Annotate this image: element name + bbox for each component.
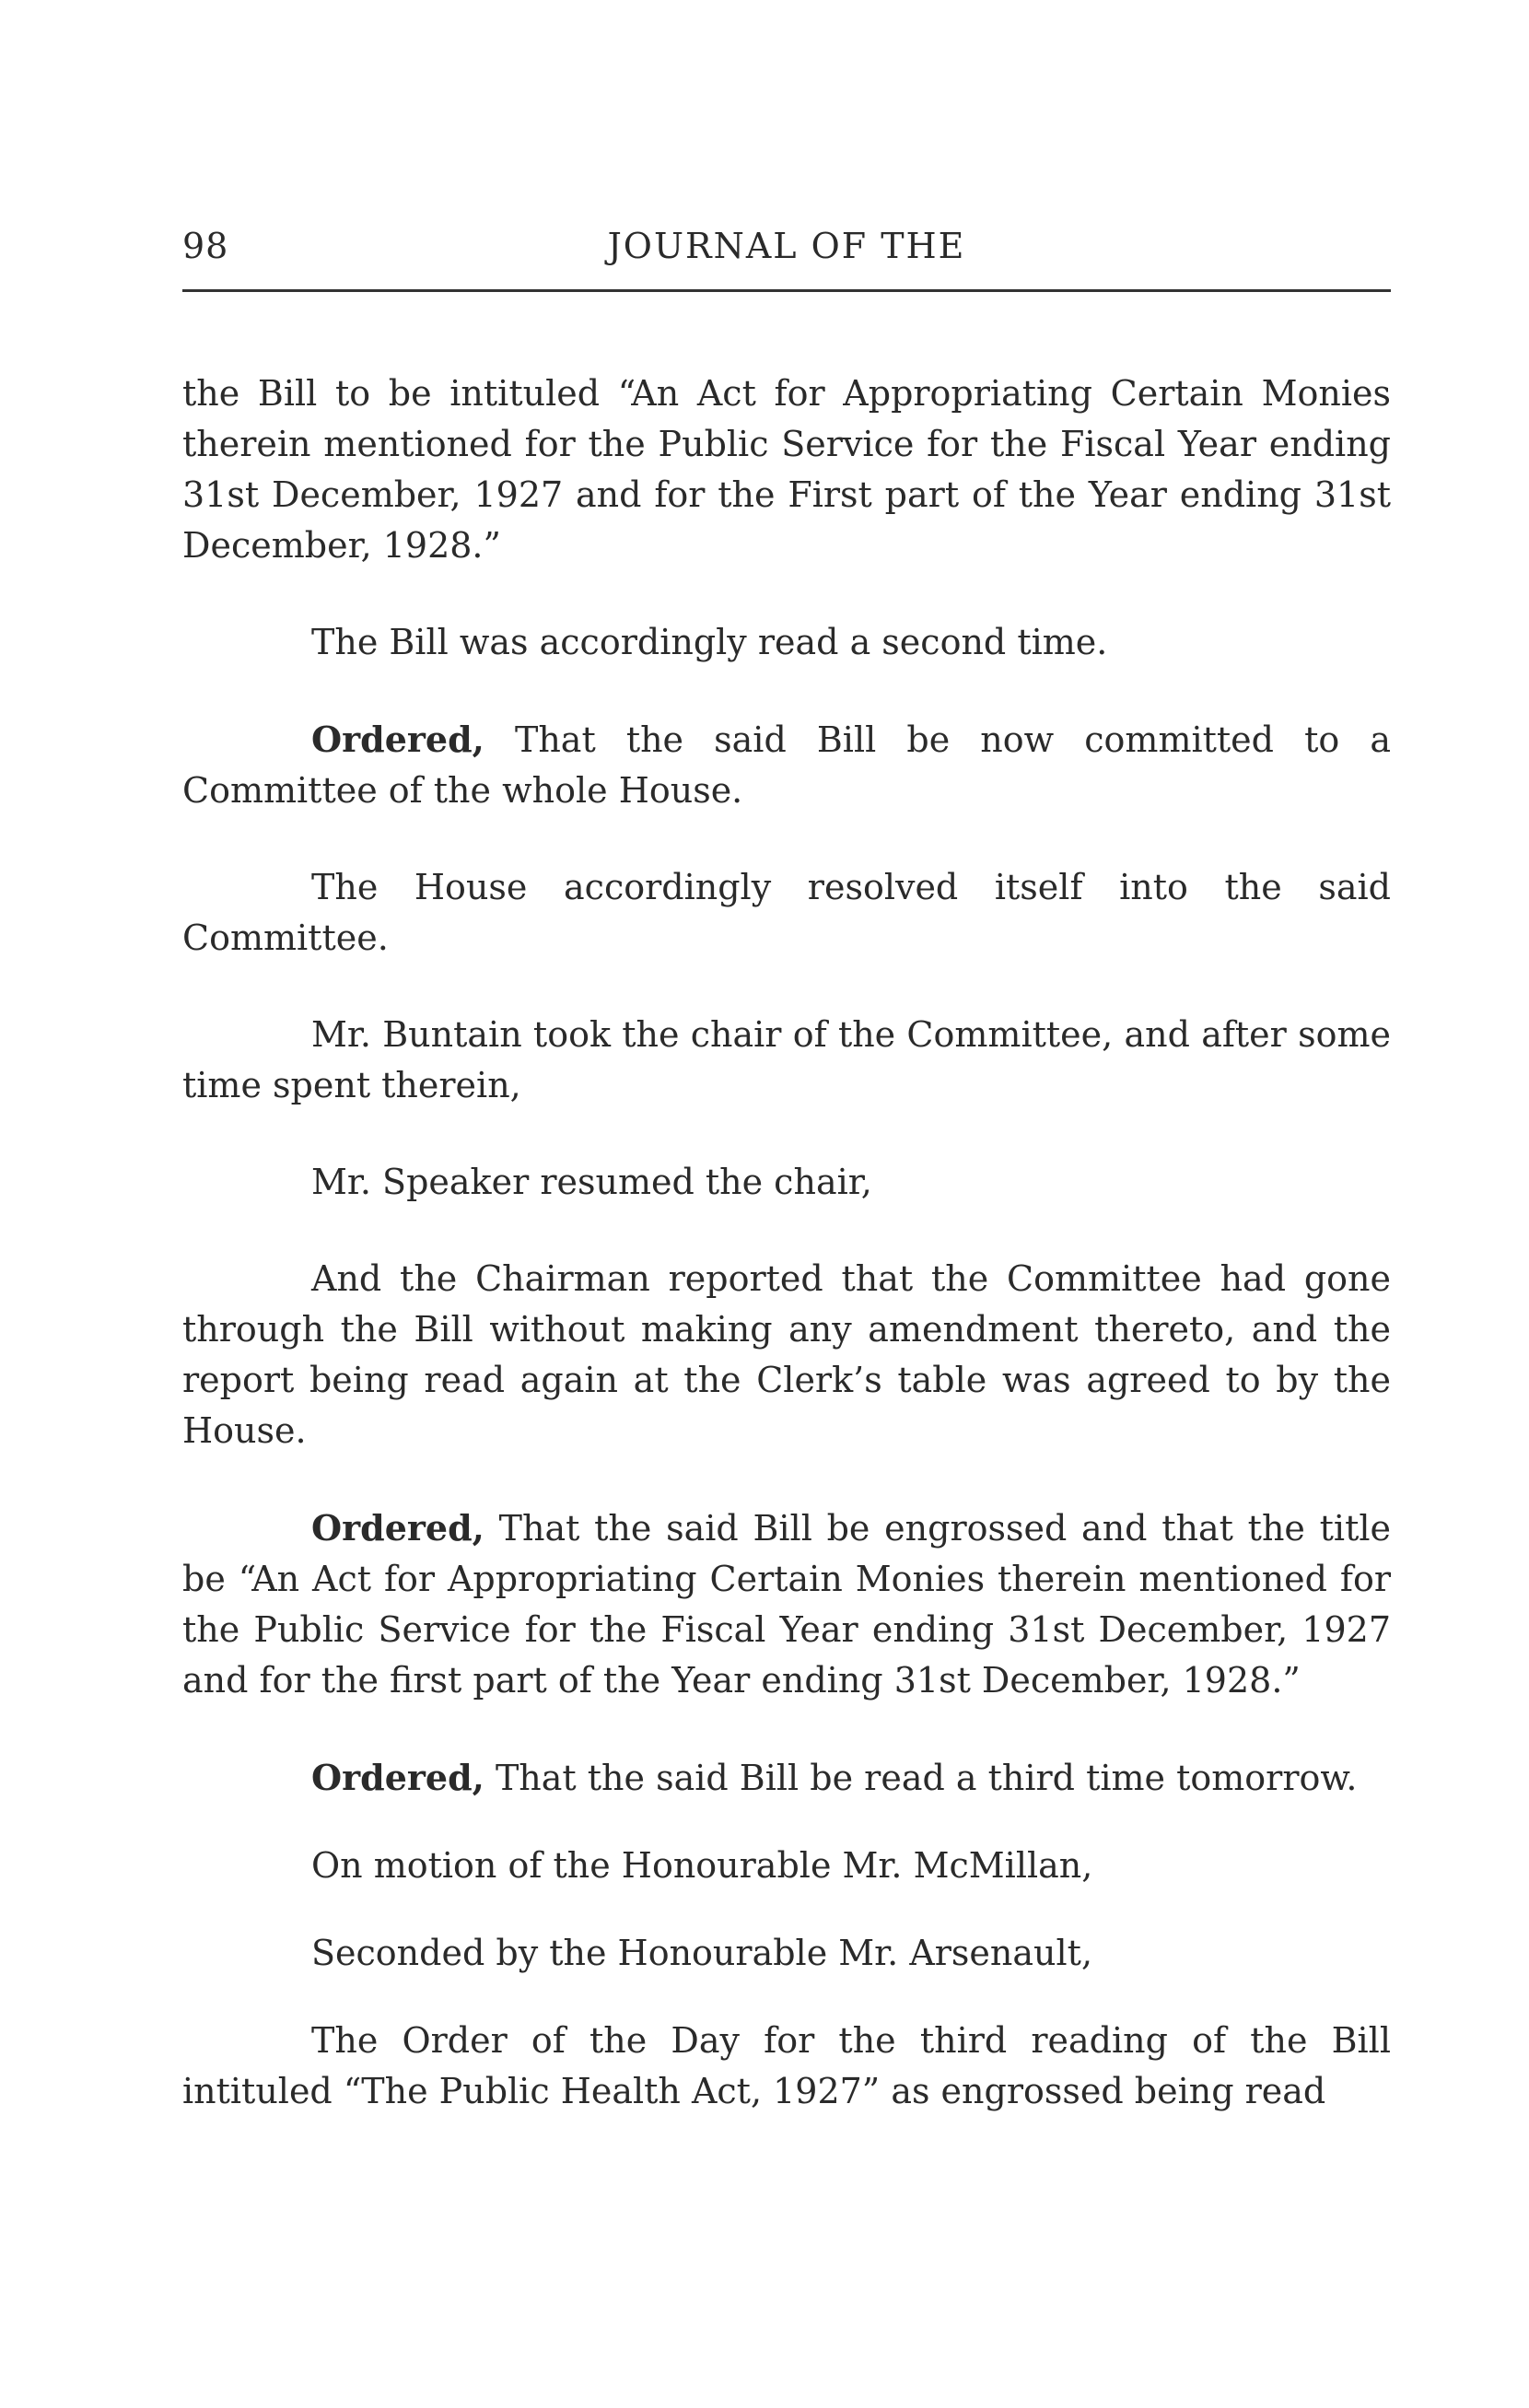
page-header (182, 226, 1391, 290)
paragraph-text: On motion of the Honourable Mr. McMillan, (311, 1845, 1093, 1886)
paragraph-bill-title-continued (182, 368, 1391, 571)
paragraph-second-reading (182, 617, 1391, 668)
paragraph-text: And the Chairman reported that the Committee had gone through the Bill without making any amendment thereto, and the report being read again at the Clerk’s table was agreed to by the House. (182, 1258, 1391, 1451)
paragraph-text: Mr. Buntain took the chair of the Committee, and after some time spent therein, (182, 1014, 1391, 1105)
paragraph-ordered-committed (182, 714, 1391, 816)
paragraph-text: That the said Bill be now committed to a Committee of the whole House. (182, 719, 1391, 811)
ordered-label: Ordered, (311, 1507, 484, 1549)
ordered-label: Ordered, (311, 1757, 484, 1798)
paragraph-text: The Order of the Day for the third reading of the Bill intituled “The Public Health Act, 1927” as engrossed being read (182, 2020, 1391, 2111)
paragraph-chairman-reported (182, 1254, 1391, 1456)
ordered-label: Ordered, (311, 719, 484, 760)
paragraph-motion (182, 1841, 1391, 1891)
paragraph-speaker-resumed (182, 1157, 1391, 1208)
paragraph-text: That the said Bill be read a third time tomorrow. (484, 1758, 1358, 1798)
paragraph-resolved-committee (182, 862, 1391, 964)
journal-body (182, 368, 1391, 2163)
paragraph-text: That the said Bill be engrossed and that the title be “An Act for Appropriating Certain Monies therein mentioned for the Public Service for the Fiscal Year ending 31st December, 1927 and for the first part of the Year ending 31st December, 1928.” (182, 1508, 1391, 1701)
paragraph-ordered-third-reading (182, 1752, 1391, 1804)
page-number: 98 (182, 226, 229, 266)
paragraph-seconded (182, 1928, 1391, 1979)
paragraph-ordered-engrossed (182, 1502, 1391, 1706)
paragraph-text: Mr. Speaker resumed the chair, (311, 1162, 872, 1202)
paragraph-text: Seconded by the Honourable Mr. Arsenault, (311, 1933, 1093, 1973)
paragraph-text: The House accordingly resolved itself into the said Committee. (182, 867, 1391, 958)
paragraph-text: the Bill to be intituled “An Act for Appropriating Certain Monies therein mentioned for the Public Service for the Fiscal Year ending 31st December, 1927 and for the First part of the Year ending 31st December, 1928.” (182, 373, 1391, 566)
paragraph-text: The Bill was accordingly read a second time. (311, 622, 1108, 662)
running-title: JOURNAL OF THE (607, 226, 966, 266)
header-rule (182, 289, 1391, 292)
paragraph-chair-taken (182, 1010, 1391, 1111)
paragraph-order-of-day (182, 2016, 1391, 2117)
